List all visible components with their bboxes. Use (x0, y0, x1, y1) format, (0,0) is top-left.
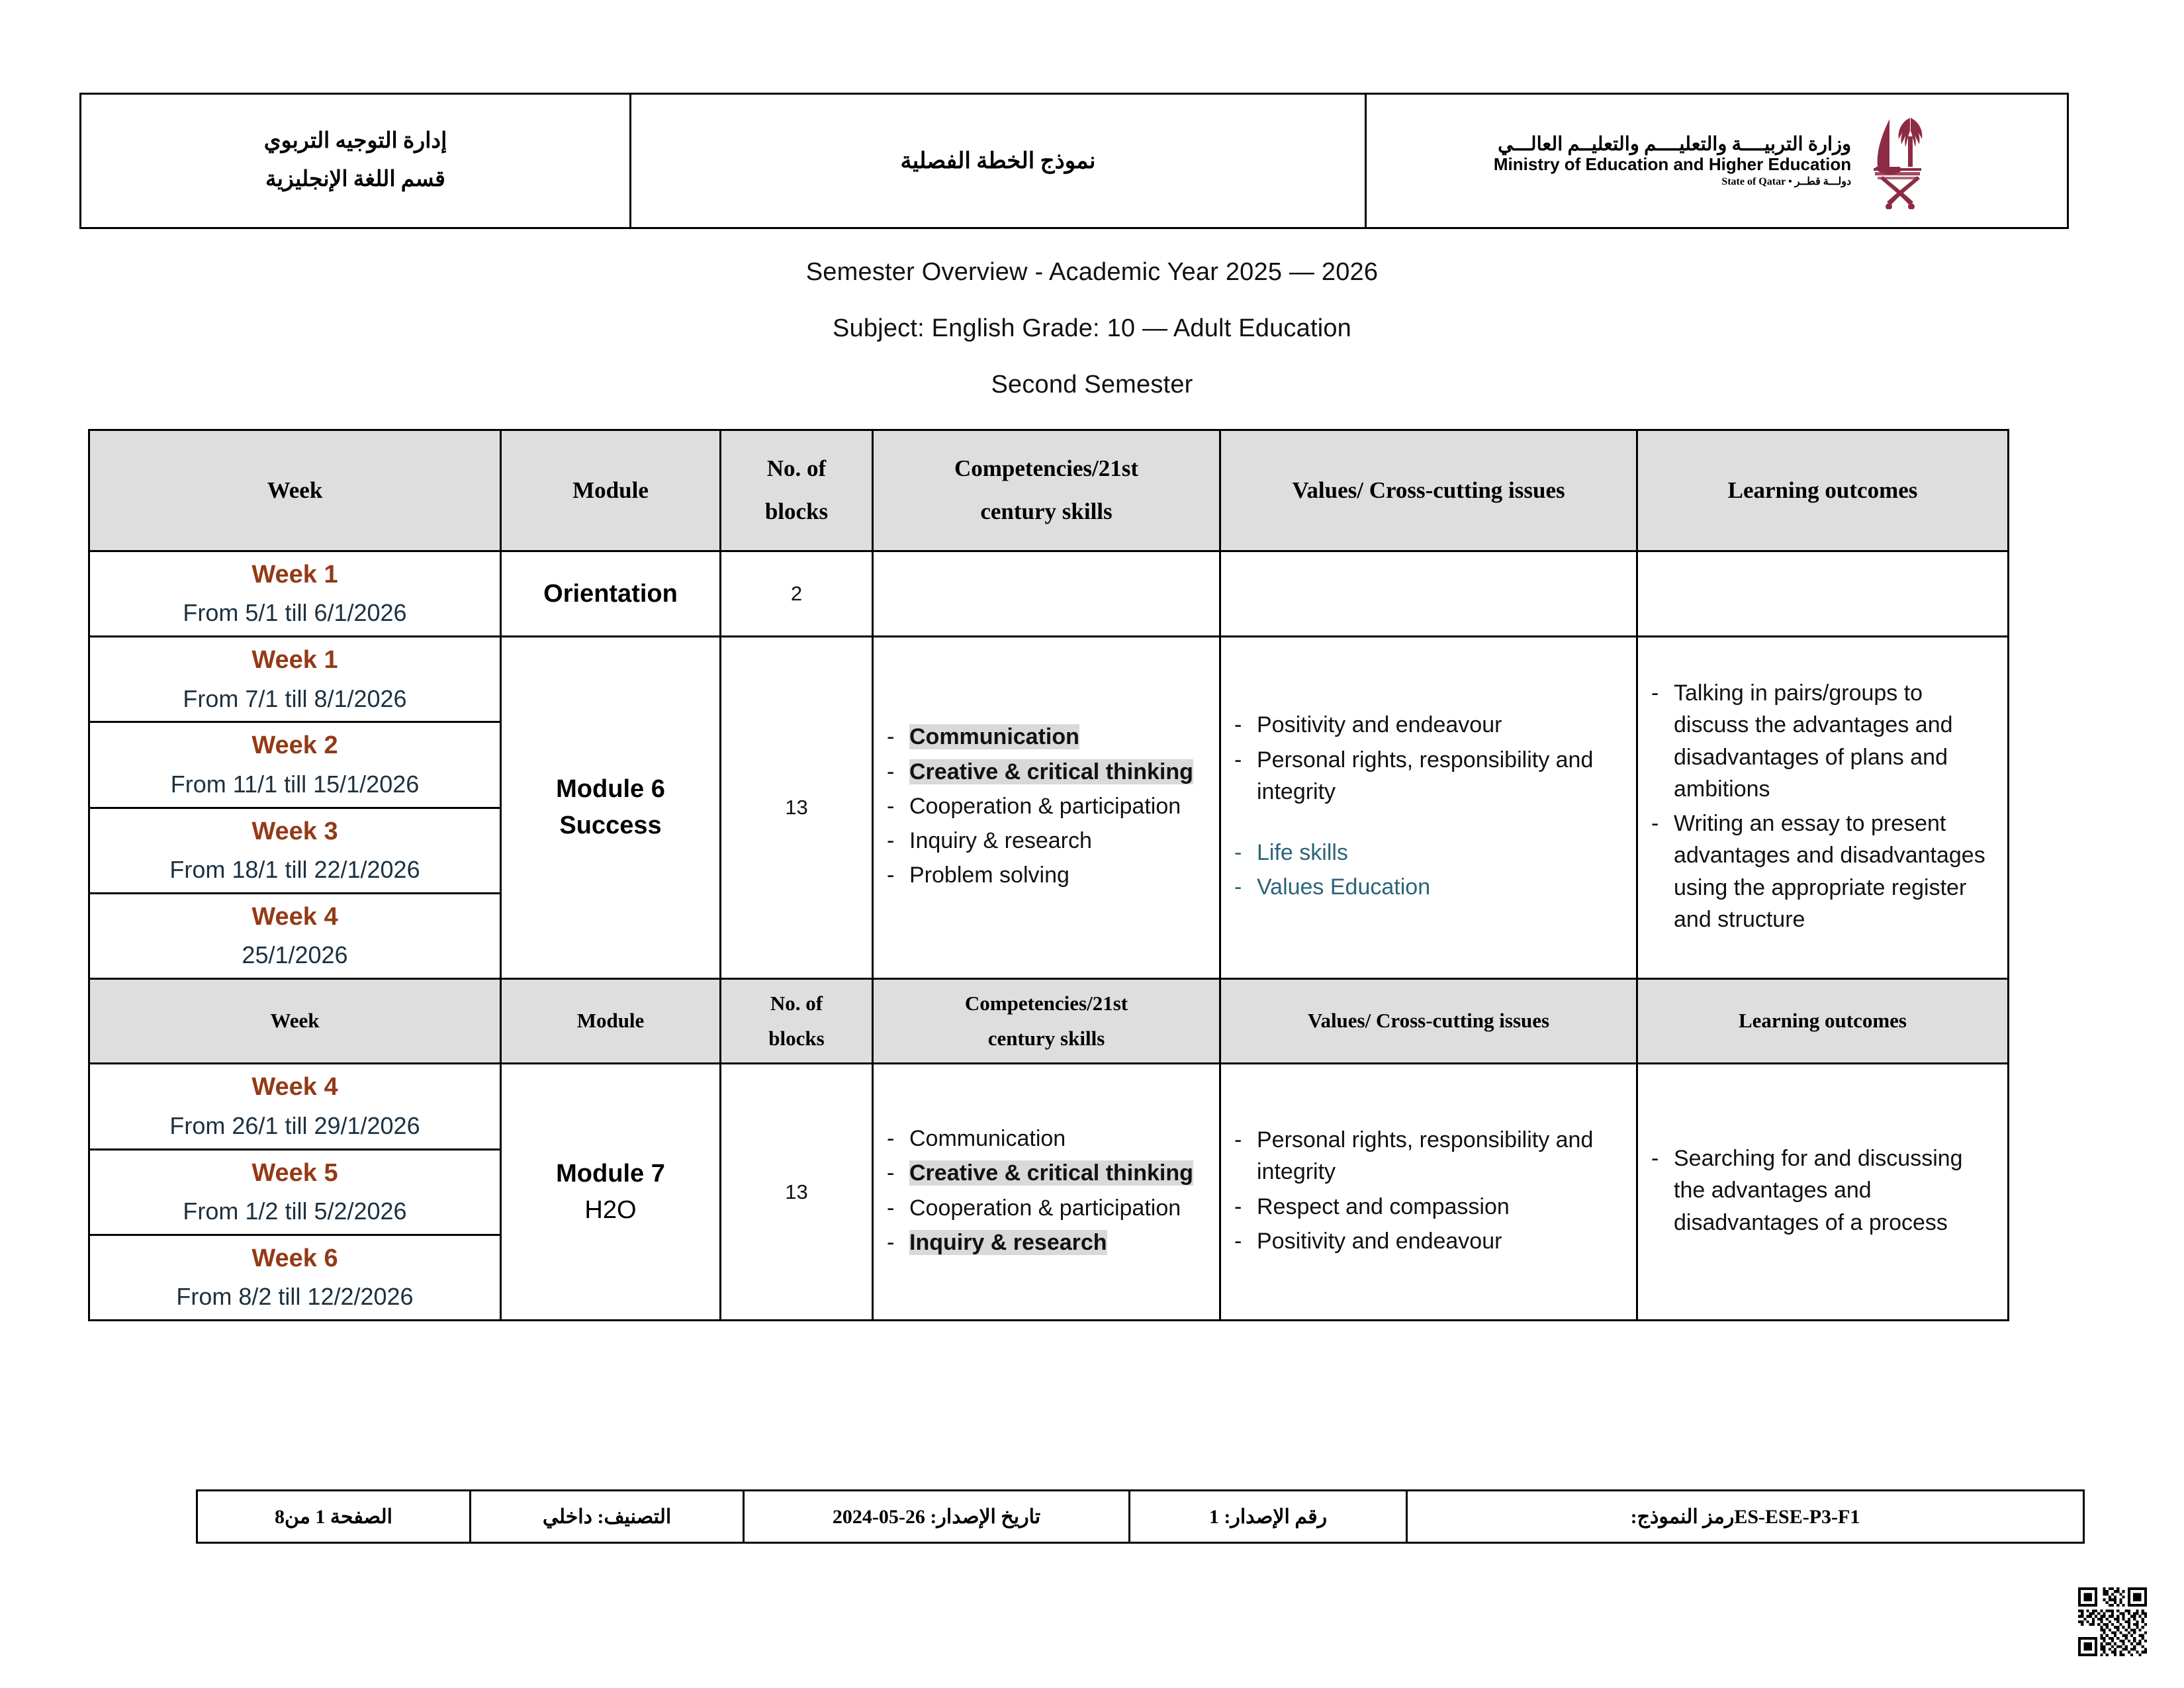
competency-item: - Inquiry & research (883, 825, 1210, 857)
footer-form-code (1407, 1491, 2084, 1543)
blocks-cell-module6: 13 (721, 637, 873, 979)
outcomes-list-module6 (1647, 677, 1998, 935)
module-cell-orientation: Orientation (501, 551, 721, 637)
module-cell-module6 (501, 637, 721, 979)
column-header-blocks-line1: No. of (770, 991, 823, 1015)
column-header-outcomes: Learning outcomes (1637, 430, 2009, 551)
table-row-m6-w1 (89, 637, 2009, 722)
header-logo-cell (1366, 94, 2068, 228)
week-cell-m7-3 (89, 1235, 501, 1320)
state-of-qatar-label: دولـــة قطــر • State of Qatar (1721, 176, 1852, 188)
value-item: - Personal rights, responsibility and integrity (1230, 744, 1627, 808)
competency-item: - Communication (883, 721, 1210, 753)
column-header-blocks-line2: blocks (764, 498, 829, 524)
footer-classification: التصنيف: داخلي (471, 1491, 744, 1543)
values-cell-orientation (1220, 551, 1637, 637)
table-header-row (89, 430, 2009, 551)
week-label: Week 1 (251, 561, 338, 588)
competency-item: - Cooperation & participation (883, 790, 1210, 822)
column-header-week: Week (89, 430, 501, 551)
document-header-table (79, 93, 2069, 229)
document-header-row (81, 94, 2068, 228)
module7-subtitle: H2O (584, 1196, 637, 1224)
week-cell-m6-4 (89, 893, 501, 978)
department-line-2: قسم اللغة الإنجليزية (265, 167, 445, 191)
week-cell-m6-2 (89, 722, 501, 808)
week-label: Week 5 (251, 1158, 338, 1187)
table-row-orientation (89, 551, 2009, 637)
week-label: Week 1 (251, 646, 338, 675)
footer-page-number: الصفحة 1 من8 (197, 1491, 471, 1543)
week-dates: From 11/1 till 15/1/2026 (170, 770, 420, 798)
module6-title: Module 6 (556, 774, 665, 803)
competency-item: - Communication (883, 1123, 1210, 1154)
outcome-item: - Writing an essay to present advantages and disadvantages using the appropriate register and structure (1647, 808, 1998, 935)
ministry-logo-text (1494, 134, 1851, 188)
footer-form-code-value: ES-ESE-P3-F1 (1734, 1505, 1860, 1528)
week-cell-orientation (89, 551, 501, 637)
outcome-item: - Talking in pairs/groups to discuss the advantages and disadvantages of plans and ambitions (1647, 677, 1998, 805)
column-header-competencies-line2: century skills (987, 1026, 1105, 1050)
values-cell-module7 (1220, 1064, 1637, 1321)
column-header-values: Values/ Cross-cutting issues (1220, 430, 1637, 551)
week-label: Week 4 (251, 1073, 338, 1102)
column-header-competencies-line2: century skills (980, 498, 1113, 524)
value-item: - Life skills (1230, 837, 1627, 868)
week-cell-m7-1 (89, 1064, 501, 1149)
value-item: - Positivity and endeavour (1230, 709, 1627, 741)
week-dates: 25/1/2026 (242, 941, 348, 969)
competency-item: - Creative & critical thinking (883, 756, 1210, 788)
column-header-module: Module (501, 430, 721, 551)
column-header-week: Week (89, 978, 501, 1063)
title-subject-grade: Subject: English Grade: 10 — Adult Education (832, 314, 1352, 342)
column-header-competencies-line1: Competencies/21st (954, 455, 1138, 482)
department-line-1: إدارة التوجيه التربوي (263, 129, 447, 154)
week-dates: From 8/2 till 12/2/2026 (176, 1283, 414, 1311)
column-header-competencies (873, 430, 1220, 551)
table-row-m7-w4 (89, 1064, 2009, 1149)
ministry-name-arabic: وزارة التربيــــة والتعليــــم والتعليــم العالـــي (1498, 133, 1852, 155)
column-header-blocks (721, 978, 873, 1063)
value-item: - Personal rights, responsibility and integrity (1230, 1124, 1627, 1188)
column-header-outcomes: Learning outcomes (1637, 978, 2009, 1063)
header-department-cell (81, 94, 631, 228)
column-header-competencies-line1: Competencies/21st (964, 991, 1128, 1015)
competencies-list-module7 (883, 1123, 1210, 1258)
header-form-title-cell (631, 94, 1366, 228)
outcomes-cell-module6 (1637, 637, 2009, 979)
competencies-cell-orientation (873, 551, 1220, 637)
competency-item: - Inquiry & research (883, 1227, 1210, 1258)
form-title-arabic: نموذج الخطة الفصلية (900, 149, 1096, 173)
table-header-row-repeat (89, 978, 2009, 1063)
outcomes-list-module7 (1647, 1143, 1998, 1239)
week-label: Week 2 (251, 731, 338, 760)
column-header-blocks-line2: blocks (768, 1026, 825, 1050)
outcomes-cell-orientation (1637, 551, 2009, 637)
week-dates: From 1/2 till 5/2/2026 (183, 1197, 407, 1225)
week-dates: From 5/1 till 6/1/2026 (183, 599, 407, 627)
week-dates: From 18/1 till 22/1/2026 (169, 855, 420, 883)
value-item: - Positivity and endeavour (1230, 1225, 1627, 1257)
week-cell-m7-2 (89, 1149, 501, 1235)
qr-code-icon (2078, 1587, 2147, 1656)
week-cell-m6-3 (89, 808, 501, 893)
column-header-module: Module (501, 978, 721, 1063)
title-semester: Second Semester (991, 371, 1193, 399)
column-header-competencies (873, 978, 1220, 1063)
value-item: - Values Education (1230, 871, 1627, 903)
week-label: Week 3 (251, 817, 338, 845)
values-list-module6 (1230, 709, 1627, 903)
values-list-module7 (1230, 1124, 1627, 1257)
column-header-values: Values/ Cross-cutting issues (1220, 978, 1637, 1063)
semester-plan-table (88, 429, 2009, 1321)
competencies-cell-module7 (873, 1064, 1220, 1321)
competency-item: - Problem solving (883, 859, 1210, 891)
competency-item: - Creative & critical thinking (883, 1157, 1210, 1189)
module-cell-module7 (501, 1064, 721, 1321)
outcomes-cell-module7 (1637, 1064, 2009, 1321)
competencies-cell-module6 (873, 637, 1220, 979)
values-cell-module6 (1220, 637, 1637, 979)
column-header-blocks-line1: No. of (766, 455, 827, 482)
ministry-logo (1376, 110, 2058, 212)
page-title-block (0, 258, 2184, 399)
document-footer-table (196, 1489, 2085, 1544)
week-cell-m6-1 (89, 637, 501, 722)
footer-issue-number: رقم الإصدار: 1 (1130, 1491, 1407, 1543)
column-header-blocks (721, 430, 873, 551)
week-label: Week 4 (251, 902, 338, 931)
title-academic-year: Semester Overview - Academic Year 2025 — 2026 (805, 258, 1379, 286)
value-item: - Respect and compassion (1230, 1191, 1627, 1223)
blocks-cell-orientation: 2 (721, 551, 873, 637)
week-dates: From 26/1 till 29/1/2026 (169, 1111, 420, 1139)
document-footer-row (197, 1491, 2084, 1543)
blocks-cell-module7: 13 (721, 1064, 873, 1321)
qatar-emblem-icon (1860, 110, 1940, 212)
outcome-item: - Searching for and discussing the advantages and disadvantages of a process (1647, 1143, 1998, 1239)
competencies-list-module6 (883, 721, 1210, 891)
footer-issue-date: تاريخ الإصدار: 26-05-2024 (744, 1491, 1130, 1543)
module7-title: Module 7 (556, 1159, 665, 1188)
footer-form-code-label: رمز النموذج: (1630, 1505, 1735, 1528)
competency-item: - Cooperation & participation (883, 1192, 1210, 1224)
week-label: Week 6 (251, 1244, 338, 1272)
module6-subtitle: Success (559, 812, 662, 840)
ministry-name-english: Ministry of Education and Higher Education (1493, 154, 1852, 175)
week-dates: From 7/1 till 8/1/2026 (183, 684, 407, 712)
